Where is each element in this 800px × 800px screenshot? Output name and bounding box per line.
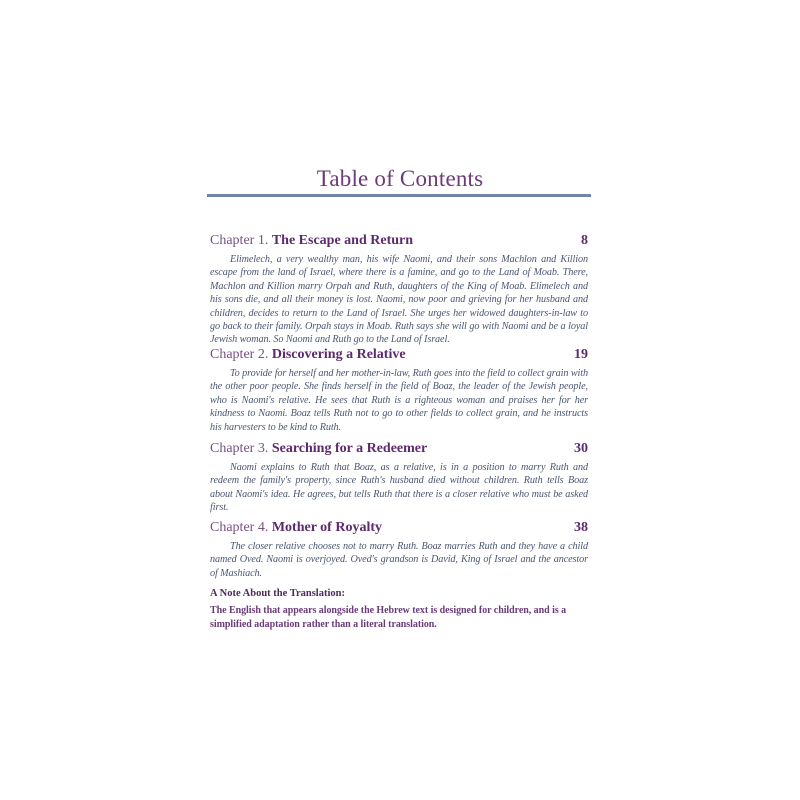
- chapter-page-number: 19: [574, 347, 588, 362]
- chapter-page-number: 30: [574, 441, 588, 456]
- chapter-page-number: 38: [574, 520, 588, 535]
- toc-entry-chapter-2: [210, 346, 588, 434]
- translation-note: [210, 587, 590, 631]
- toc-entry-chapter-3: [210, 440, 588, 515]
- chapter-summary: To provide for herself and her mother-in-law, Ruth goes into the field to collect grain with the other poor people. She finds herself in the field of Boaz, the leader of the Jewish people, who is Naomi's relative. He sees that Ruth is a righteous woman and praises her for her kindness to Naomi. Boaz tells Ruth not to go to other fields to collect grain, and he instructs his harvesters to be kind to Ruth.: [210, 368, 588, 433]
- page-title: Table of Contents: [316, 166, 484, 191]
- chapter-title: The Escape and Return: [271, 233, 414, 248]
- chapter-number: Chapter 4.: [210, 520, 269, 535]
- chapter-heading: [210, 232, 588, 250]
- chapter-page-number: 8: [581, 233, 588, 248]
- toc-entry-chapter-1: [210, 232, 588, 347]
- chapter-number: Chapter 2.: [210, 347, 269, 362]
- chapter-title: Searching for a Redeemer: [271, 441, 428, 456]
- toc-entry-chapter-4: [210, 519, 588, 580]
- note-title: A Note About the Translation:: [210, 588, 345, 599]
- chapter-summary: The closer relative chooses not to marry Ruth. Boaz marries Ruth and they have a child named Oved. Naomi is overjoyed. Oved's grandson is David, King of Israel and the ancestor of Mashiach.: [210, 541, 588, 579]
- chapter-heading: [210, 440, 588, 458]
- chapter-summary: Naomi explains to Ruth that Boaz, as a relative, is in a position to marry Ruth and redeem the family's property, since Ruth's husband died without children. Ruth tells Boaz about Naomi's idea. He agrees, but tells Ruth that there is a closer relative who must be asked first.: [210, 462, 588, 514]
- chapter-title: Discovering a Relative: [271, 347, 406, 362]
- chapter-heading: [210, 519, 588, 537]
- chapter-number: Chapter 1.: [210, 233, 269, 248]
- chapter-title: Mother of Royalty: [271, 520, 382, 535]
- chapter-heading: [210, 346, 588, 364]
- chapter-summary: Elimelech, a very wealthy man, his wife Naomi, and their sons Machlon and Killion escape from the land of Israel, where there is a famine, and go to the Land of Moab. There, Machlon and Killion marry Orpah and Ruth, daughters of the King of Moab. Elimelech and his sons die, and all their money is lost. Naomi, now poor and grieving for her husband and children, decides to return to the Land of Israel. She urges her widowed daughters-in-law to go back to their family. Orpah stays in Moab. Ruth says she will go with Naomi and be a loyal Jewish woman. So Naomi and Ruth go to the Land of Israel.: [210, 254, 588, 346]
- chapter-number: Chapter 3.: [210, 441, 269, 456]
- note-body: The English that appears alongside the Hebrew text is designed for children, and is a simplified adaptation rather than a literal translation.: [210, 605, 567, 630]
- title-divider: [207, 194, 591, 197]
